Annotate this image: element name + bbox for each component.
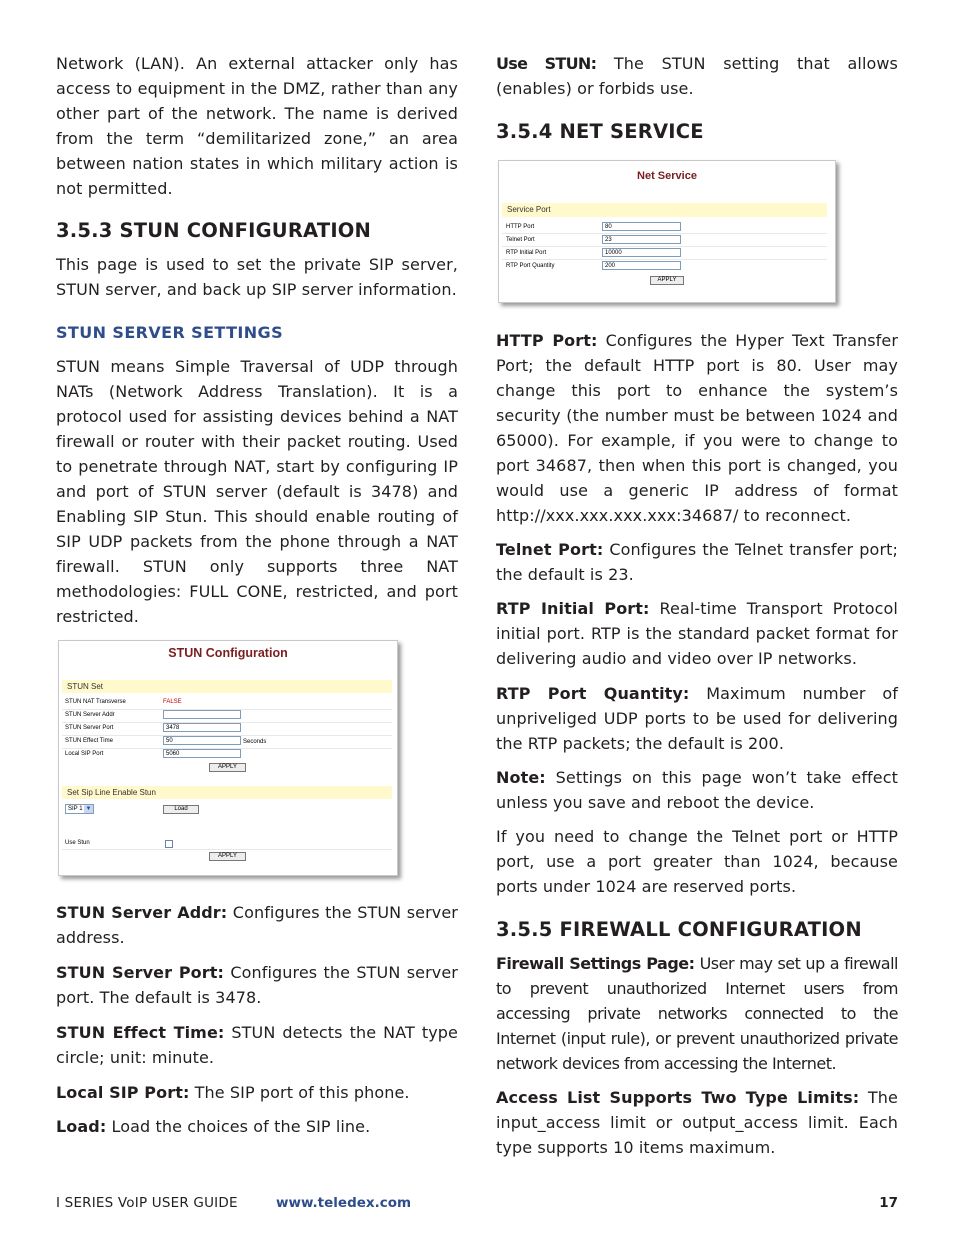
load-button[interactable]: Load bbox=[163, 805, 199, 814]
stun-server-settings-heading: STUN SERVER SETTINGS bbox=[56, 323, 284, 342]
left-column bbox=[56, 51, 458, 629]
net-row-label: RTP Initial Port bbox=[506, 250, 547, 256]
net-service-heading: 3.5.4 NET SERVICE bbox=[496, 120, 704, 143]
stun-configuration-screenshot bbox=[58, 640, 398, 876]
stun-set-bar: STUN Set bbox=[62, 680, 392, 693]
sip-line-select-value: SIP 1 bbox=[68, 806, 83, 812]
telnet-port-def: Telnet Port: Configures the Telnet transfer port; the default is 23. bbox=[496, 540, 898, 584]
stun-effect-time-input[interactable]: 50 bbox=[163, 736, 241, 745]
note-def: Note: Settings on this page won’t take effect unless you save and reboot the device. bbox=[496, 768, 898, 812]
telnet-port-input[interactable]: 23 bbox=[602, 235, 681, 244]
stun-effect-time-def: STUN Effect Time: STUN detects the NAT type circle; unit: minute. bbox=[56, 1023, 459, 1067]
rtp-port-quantity-def: RTP Port Quantity: Maximum number of unpriveliged UDP ports to be used for delivering the RTP packets; the default is 200. bbox=[496, 684, 898, 753]
use-stun-apply-button[interactable]: APPLY bbox=[209, 852, 246, 861]
stun-server-addr-input[interactable] bbox=[163, 710, 241, 719]
right-column-top bbox=[496, 51, 898, 144]
access-list-def: Access List Supports Two Type Limits: The input_access limit or output_access limit. Each type supports 10 items maximum. bbox=[496, 1088, 898, 1157]
local-sip-port-input[interactable]: 5060 bbox=[163, 749, 241, 758]
stun-server-settings-paragraph: STUN means Simple Traversal of UDP through NATs (Network Address Translation). It is a protocol used for assisting devices behind a NAT firewall or router with their packet routing. Used to penetrate through NAT, start by configuring IP and port of STUN server (default is 3478) and Enabling SIP Stun. This should enable routing of SIP UDP packets from the phone through a NAT firewall. STUN only supports three NAT methodologies: FULL CONE, restricted, and port restricted. bbox=[56, 357, 458, 626]
net-apply-button[interactable]: APPLY bbox=[650, 276, 684, 285]
firewall-config-heading: 3.5.5 FIREWALL CONFIGURATION bbox=[496, 918, 862, 941]
stun-shot-title: STUN Configuration bbox=[168, 646, 288, 660]
stun-config-heading: 3.5.3 STUN CONFIGURATION bbox=[56, 219, 372, 242]
firewall-settings-def: Firewall Settings Page: User may set up a firewall to prevent unauthorized Internet users from accessing private networks connected to the Internet (input rule), or prevent unauthorized private network devices from accessing the Internet. bbox=[496, 954, 898, 1073]
service-port-bar: Service Port bbox=[502, 203, 827, 217]
stun-server-port-def: STUN Server Port: Configures the STUN server port. The default is 3478. bbox=[56, 963, 458, 1007]
net-service-screenshot bbox=[498, 160, 836, 303]
sip-line-select[interactable] bbox=[65, 804, 94, 814]
stun-row-label: STUN Server Port bbox=[65, 725, 114, 731]
stun-server-addr-def: STUN Server Addr: Configures the STUN server address. bbox=[56, 903, 458, 947]
http-port-def: HTTP Port: Configures the Hyper Text Transfer Port; the default HTTP port is 80. User may change this port to enhance the system’s security (the number must be between 1024 and 65000). For example, if you were to change to port 34687, then when this port is changed, you would use a generic IP address of format http://xxx.xxx.xxx.xxx:34687/ to reconnect. bbox=[496, 331, 899, 525]
stun-row-label: STUN Effect Time bbox=[65, 738, 113, 744]
footer-url[interactable]: www.teledex.com bbox=[276, 1195, 412, 1211]
stun-apply-button[interactable]: APPLY bbox=[209, 763, 246, 772]
page-number: 17 bbox=[879, 1195, 898, 1211]
footer-guide-title: I SERIES VoIP USER GUIDE bbox=[56, 1195, 238, 1211]
use-stun-def: Use STUN: The STUN setting that allows (enables) or forbids use. bbox=[496, 54, 898, 98]
stun-row-label: STUN Server Addr bbox=[65, 712, 115, 718]
net-row-label: RTP Port Quantity bbox=[506, 263, 555, 269]
rtp-initial-port-input[interactable]: 10000 bbox=[602, 248, 681, 257]
port-note-paragraph: If you need to change the Telnet port or HTTP port, use a port greater than 1024, because ports under 1024 are reserved ports. bbox=[496, 827, 898, 896]
net-row-label: HTTP Port bbox=[506, 224, 535, 230]
use-stun-checkbox[interactable] bbox=[165, 840, 173, 848]
load-def: Load: Load the choices of the SIP line. bbox=[56, 1117, 371, 1136]
stun-effect-unit: Seconds bbox=[243, 739, 267, 745]
intro-paragraph: Network (LAN). An external attacker only has access to equipment in the DMZ, rather than any other part of the network. The name is derived from the term “demilitarized zone,” an area between nation states in which military action is not permitted. bbox=[56, 54, 458, 198]
http-port-input[interactable]: 80 bbox=[602, 222, 681, 231]
net-shot-title: Net Service bbox=[637, 170, 697, 182]
stun-server-port-input[interactable]: 3478 bbox=[163, 723, 241, 732]
sip-line-enable-stun-bar: Set Sip Line Enable Stun bbox=[62, 786, 392, 799]
chevron-down-icon: ▼ bbox=[85, 806, 92, 812]
left-definitions bbox=[56, 900, 458, 1139]
stun-nat-value: FALSE bbox=[163, 699, 182, 705]
net-row-label: Telnet Port bbox=[506, 237, 535, 243]
use-stun-label: Use Stun bbox=[65, 840, 90, 846]
right-definitions bbox=[496, 328, 898, 1160]
stun-row-label: STUN NAT Transverse bbox=[65, 699, 126, 705]
rtp-port-quantity-input[interactable]: 200 bbox=[602, 261, 681, 270]
stun-row-label: Local SIP Port bbox=[65, 751, 104, 757]
stun-config-paragraph: This page is used to set the private SIP server, STUN server, and back up SIP server information. bbox=[56, 255, 458, 299]
rtp-initial-port-def: RTP Initial Port: Real-time Transport Protocol initial port. RTP is the standard packet format for delivering audio and video over IP networks. bbox=[496, 599, 898, 668]
local-sip-port-def: Local SIP Port: The SIP port of this phone. bbox=[56, 1083, 410, 1102]
